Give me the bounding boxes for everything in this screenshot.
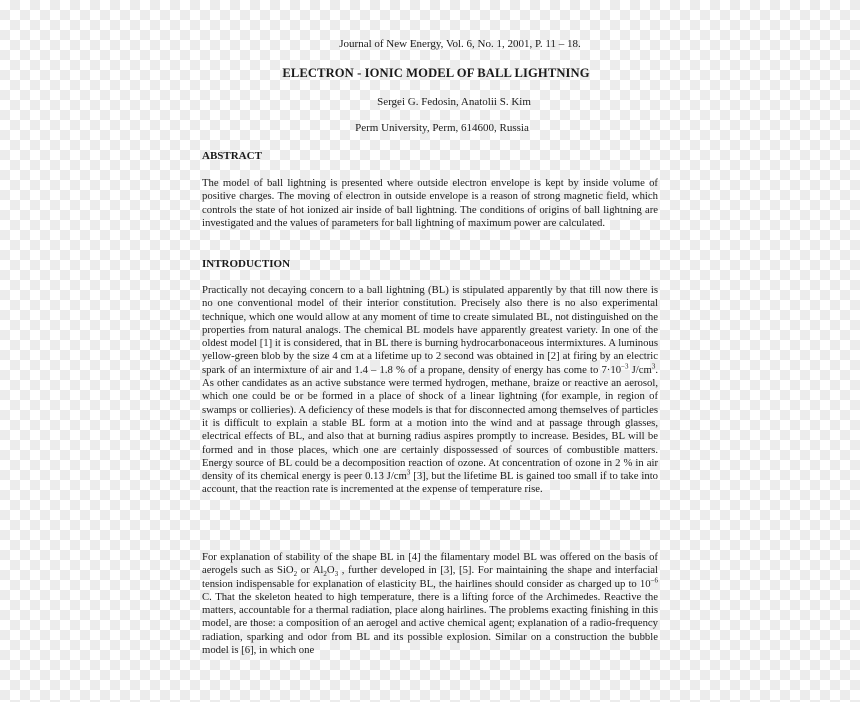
energy-density-unit-exponent: 3 (651, 362, 656, 371)
introduction-paragraph-1 (202, 284, 658, 497)
energy-density-value: 7·10 (601, 363, 622, 376)
intro-p2-mid-2: O (326, 564, 335, 577)
charge-exponent: −6 (650, 576, 658, 585)
al-subscript-1: 2 (323, 570, 327, 579)
ozone-unit-exponent: 3 (406, 468, 411, 477)
energy-density-unit: J/cm (628, 363, 652, 376)
paper-page (202, 0, 658, 702)
energy-density-exponent: −3 (621, 362, 629, 371)
abstract-text: The model of ball lightning is presented where outside electron envelope is kept by inside volume of positive charges. The moving of electron in outside envelope is a reason of strong magnetic field, which controls the state of hot ionized air inside of ball lightning. The conditions of origins of ball lightning are investigated and the values of parameters for ball lightning of maximum power are calculated. (202, 177, 658, 229)
intro-p2-text-a: For explanation of stability of the shape BL in [4] the filamentary model BL was offered on the basis of aerogels such as SiO (202, 551, 658, 577)
journal-citation: Journal of New Energy, Vol. 6, No. 1, 2001, P. 11 – 18. (339, 38, 581, 50)
intro-p2-mid-1: or Al (297, 564, 324, 577)
authors: Sergei G. Fedosin, Anatolii S. Kim (377, 96, 531, 108)
intro-p1-text-b: . As other candidates as an active substance were termed hydrogen, methane, braize or reactive an aerosol, which one could be or be formed in a place of shock of a linear lightning (for example, in region of swamps or collieries). A deficiency of these models is that for disconnected among themselves of particles it is difficult to explain a stable BL form at a motion into the wind and at passage through glasses, electrical effects of BL, and also that at burning radius aspires promptly to increase. Besides, BL will be formed and in those places, which one are certainly dispossessed of sources of combustible matters. Energy source of BL could be a decomposition reaction of ozone. At concentration of ozone in 2 % in air density of its chemical energy is peer 0.13 J/cm (202, 363, 658, 483)
sio-subscript: 2 (293, 570, 298, 579)
intro-p1-text-c: [3], but the lifetime BL is gained too small if to take into account, that the reaction rate is incremented at the expense of temperature rise. (202, 470, 659, 496)
intro-p1-text-a: Practically not decaying concern to a ball lightning (BL) is stipulated apparently by that till now there is no one conventional model of their interior constitution. Precisely also there is no also experimental technique, which one would allow at any moment of time to create simulated BL, not distinguished on the properties from natural analogs. The chemical BL models have apparently greatest variety. In one of the oldest model [1] it is considered, that in BL there is burning hydrocarbonaceous intermixtures. A luminous yellow-green blob by the size 4 cm at a lifetime up to 2 second was obtained in [2] at firing by an electric spark of an intermixture of air and 1.4 – 1.8 % of a propane, density of energy has come to (202, 284, 658, 376)
abstract-heading: ABSTRACT (202, 150, 262, 162)
introduction-heading: INTRODUCTION (202, 258, 291, 270)
paper-title: ELECTRON - IONIC MODEL OF BALL LIGHTNING (282, 66, 590, 80)
al-subscript-2: 3 (334, 570, 339, 579)
affiliation: Perm University, Perm, 614600, Russia (355, 122, 529, 134)
intro-p2-text-b: , further developed in [3], [5]. For maintaining the shape and interfacial tension indispensable for explanation of elasticity BL, the hairlines should consider as charged up to 10 (202, 564, 658, 590)
introduction-paragraph-2 (202, 551, 658, 657)
intro-p2-text-c: C. That the skeleton heated to high temperature, there is a lifting force of the Archimedes. Reactive the matters, accountable for a thermal radiation, place along hairlines. The problems exacting finishing in this model, are those: a composition of an aerogel and active chemical agent; explanation of a radio-frequency radiation, sparking and odor from BL and its possible explosion. Similar on a construction the bubble model is [6], in which one (202, 590, 658, 657)
